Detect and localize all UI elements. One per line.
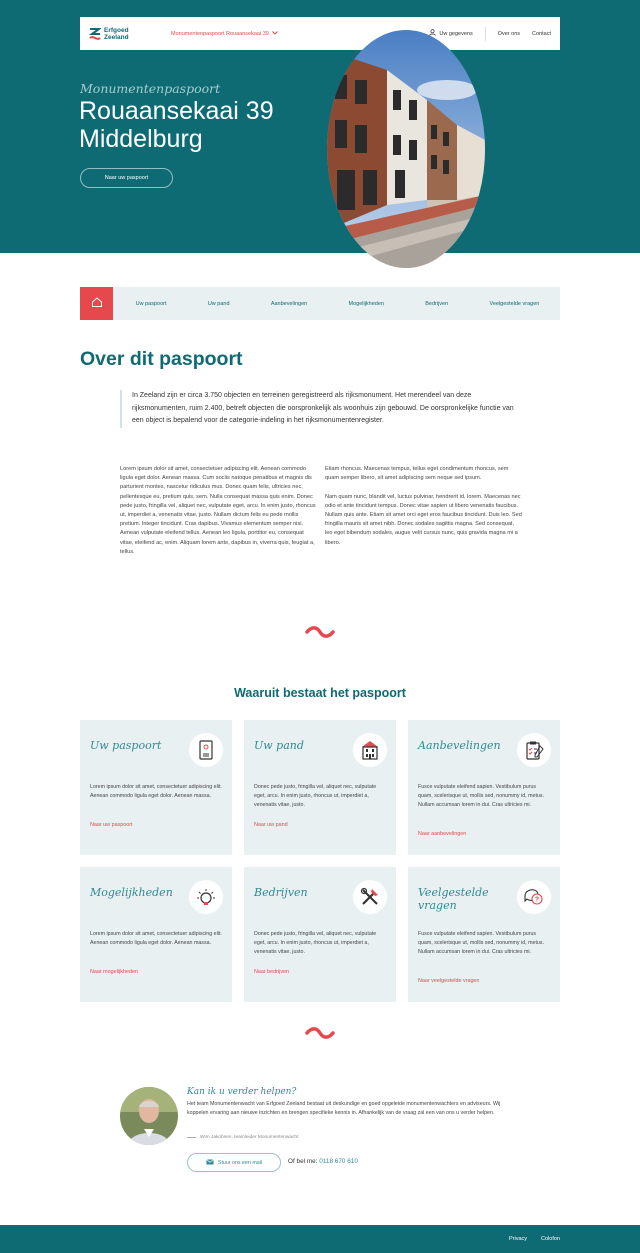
card-bedrijven [244,867,396,1002]
card-link[interactable]: Naar bedrijven [254,969,290,975]
card-title: Bedrijven [254,886,308,899]
card-text: Lorem ipsum dolor sit amet, consectetuer adipiscing elit. Aenean commodo ligula eget dolor. Aenean massa. [90,784,222,800]
about-column-right [325,465,522,548]
section-nav-veelgestelde-vragen[interactable]: Veelgestelde vragen [489,300,540,307]
logo-line-1: Erfgoed [104,26,129,34]
card-aanbevelingen [408,720,560,855]
card-title: Veelgestelde vragen [418,886,489,912]
about-title: Over dit paspoort [80,348,243,370]
about-quote: In Zeeland zijn er circa 3.750 objecten en terreinen geregistreerd als rijksmonument. Het merendeel van deze rijksmonumenten, ruim 2.400, betreft objecten die oorspronkelijk als woonhuis zijn gebouwd. De oorspronkelijke functie van een object is bepalend voor de categorie-indeling in het rijksmonumentenregister. [120,390,520,428]
top-navbar [80,17,560,50]
logo-line-2: Zeeland [104,33,129,41]
card-title: Mogelijkheden [90,886,173,899]
passport-dropdown[interactable] [171,31,278,37]
card-mogelijkheden [80,867,232,1002]
card-link[interactable]: Naar uw pand [254,822,288,828]
footer-link-colofon[interactable]: Colofon [541,1236,560,1242]
card-text: Fusce vulputate eleifend sapien. Vestibulum purus quam, scelerisque ut, mollis sed, nonummy id, metus. Nullam accumsan lorem in dui. Cras ultricies mi. [418,931,545,956]
about-column-left [120,465,317,557]
hero-title-line-1: Rouaansekaai 39 [79,97,274,125]
about-column-right-p1: Etiam rhoncus. Maecenas tempus, tellus eget condimentum rhoncus, sem quam semper libero, sit amet adipiscing sem neque sed ipsum. [325,466,509,482]
mail-icon [206,1159,214,1167]
card-text: Lorem ipsum dolor sit amet, consectetuer adipiscing elit. Aenean commodo ligula eget dolor. Aenean massa. [90,931,222,947]
hero-title-line-2: Middelburg [79,125,203,153]
home-icon [91,295,103,313]
home-button[interactable] [80,287,113,320]
phone-number[interactable]: 0118 670 610 [319,1158,358,1165]
footer [0,1225,640,1253]
building-icon [353,733,387,767]
avatar [120,1087,178,1145]
section-nav-uw-pand[interactable]: Uw pand [207,300,230,307]
help-title: Kan ik u verder helpen? [187,1087,297,1097]
chevron-down-icon [272,31,278,37]
nav-link-contact[interactable]: Contact [532,30,551,37]
about-column-left-text: Lorem ipsum dolor sit amet, consectetuer adipiscing elit. Aenean commodo ligula eget dolor. Aenean massa. Cum sociis natoque penatibus et magnis dis parturient montes, nascetur ridiculus mus. Donec quam felis, ultricies nec, pellentesque eu, pretium quis, sem. Nulla consequat massa quis enim. Donec pede justo, fringilla vel, aliquet nec, vulputate eget, arcu. In enim justo, rhoncus ut, imperdiet a, venenatis vitae, justo. Nullam dictum felis eu pede mollis pretium. Integer tincidunt. Cras dapibus. Vivamus elementum semper nisi. Aenean vulputate eleifend tellus. Aenean leo ligula, porttitor eu, consequat vitae, eleifend ac, enim. Aliquam lorem ante, dapibus in, viverra quis, feugiat a, tellus. [120,466,316,555]
card-veelgestelde-vragen [408,867,560,1002]
section-nav-items [113,301,560,307]
card-title: Uw pand [254,739,304,752]
card-text: Donec pede justo, fringilla vel, aliquet nec, vulputate eget, arcu. In enim justo, rhoncus ut, imperdiet a, venenatis vitae, justo. [254,931,377,956]
about-column-right-p2: Nam quam nunc, blandit vel, luctus pulvinar, hendrerit id, lorem. Maecenas nec odio et ante tincidunt tempus. Donec vitae sapien ut libero venenatis faucibus. Nullam quis ante. Etiam sit amet orci eget eros faucibus tincidunt. Duis leo. Sed fringilla mauris sit amet nibh. Donec sodales sagittis magna. Sed consequat, leo eget bibendum sodales, augue velit cursus nunc, quis gravida magna mi a libero. [325,493,522,546]
card-uw-pand [244,720,396,855]
card-text: Donec pede justo, fringilla vel, aliquet nec, vulputate eget, arcu. In enim justo, rhoncus ut, imperdiet a, venenatis vitae, justo. [254,784,377,809]
send-mail-label: Stuur ons een mail [217,1159,263,1166]
svg-text:?: ? [534,896,540,904]
phone-label: Of bel me: [288,1158,318,1165]
tools-icon [353,880,387,914]
card-title: Aanbevelingen [418,739,501,752]
card-text: Fusce vulputate eleifend sapien. Vestibulum purus quam, scelerisque ut, mollis sed, nonummy id, metus. Nullam accumsan lorem in dui. Cras ultricies mi. [418,784,545,809]
to-passport-button[interactable]: Naar uw paspoort [80,168,173,188]
help-text: Het team Monumentenwacht van Erfgoed Zeeland bestaat uit deskundige en goed opgeleide monumentenwachters en adviseurs. Wij koppelen ervaring aan nieuwe inzichten en brengen specifieke kennis in. Afhankelijk van de vraag zal een van ons u verder helpen. [187,1101,501,1117]
wave-divider-icon [304,1027,336,1039]
card-link[interactable]: Naar aanbevelingen [418,831,467,837]
card-title: Uw paspoort [90,739,162,752]
user-details-link[interactable] [429,27,485,41]
clipboard-icon [517,733,551,767]
card-link[interactable]: Naar uw paspoort [90,822,133,828]
nav-link-over-ons[interactable]: Over ons [497,30,521,37]
section-nav-aanbevelingen[interactable]: Aanbevelingen [270,300,308,307]
phone-line [288,1158,358,1165]
passport-dropdown-label: Monumentenpaspoort Rouaansekaai 39 [171,30,269,37]
lightbulb-icon [189,880,223,914]
hero-title [79,97,319,153]
footer-links [509,1236,560,1242]
section-nav [80,287,560,320]
section-nav-bedrijven[interactable]: Bedrijven [425,300,449,307]
hero-building-photo [327,30,485,268]
signature-dash [187,1137,196,1138]
signature-text: Wim Jakobsen, teamleider Monumentenwacht [200,1135,299,1140]
question-chat-icon [517,880,551,914]
hero-kicker: Monumentenpaspoort [80,81,221,96]
cards-section-title: Waaruit bestaat het paspoort [234,686,406,700]
section-nav-uw-paspoort[interactable]: Uw paspoort [135,300,167,307]
send-mail-button[interactable] [187,1153,281,1172]
logo-mark-icon [89,27,101,41]
passport-icon [189,733,223,767]
card-link[interactable]: Naar veelgestelde vragen [418,978,480,984]
section-nav-mogelijkheden[interactable]: Mogelijkheden [348,300,384,307]
wave-divider-icon [304,626,336,638]
card-link[interactable]: Naar mogelijkheden [90,969,138,975]
help-signature [187,1135,298,1140]
logo-text [104,27,129,41]
user-details-label: Uw gegevens [439,30,473,37]
hero [0,0,640,253]
footer-link-privacy[interactable]: Privacy [509,1236,528,1242]
nav-right [429,27,551,41]
card-uw-paspoort [80,720,232,855]
logo[interactable] [89,27,161,41]
